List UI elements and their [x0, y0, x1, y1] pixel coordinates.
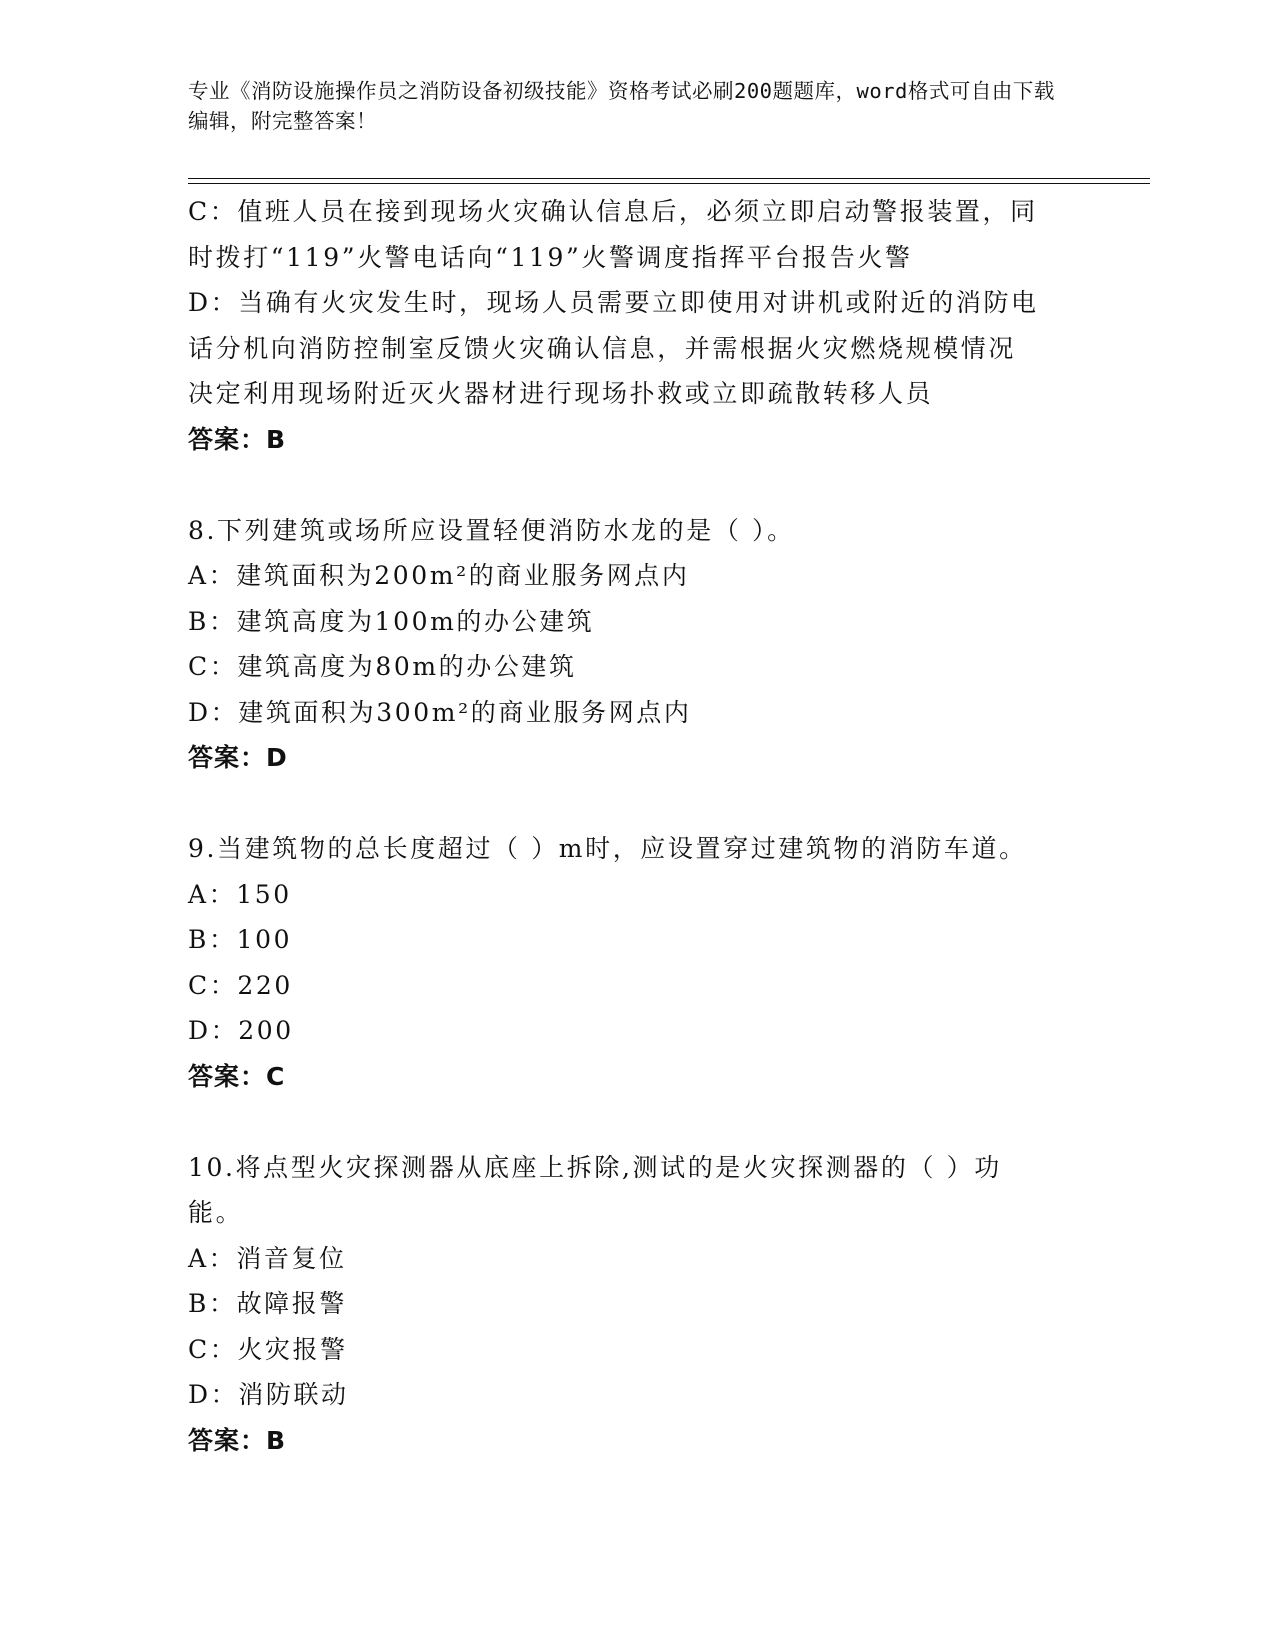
question-spacer	[188, 462, 1088, 508]
question-stem: 9.当建筑物的总长度超过（ ）m时，应设置穿过建筑物的消防车道。	[188, 834, 1027, 863]
question-7-continued	[188, 189, 1088, 462]
question-stem: 8.下列建筑或场所应设置轻便消防水龙的是（ ）。	[188, 515, 795, 545]
option-c: C：220	[188, 970, 293, 1000]
option-b: B：100	[188, 925, 293, 954]
option-d: D：200	[188, 1016, 294, 1045]
question-9	[188, 826, 1088, 1099]
option-c-line: C：值班人员在接到现场火灾确认信息后，必须立即启动警报装置，同	[188, 197, 1038, 226]
question-stem: 能。	[188, 1198, 244, 1227]
answer-label: 答案：D	[188, 743, 288, 772]
question-content	[188, 189, 1088, 1463]
option-d-line: 决定利用现场附近灭火器材进行现场扑救或立即疏散转移人员	[188, 379, 934, 408]
option-c-line: 时拨打“119”火警电话向“119”火警调度指挥平台报告火警	[188, 242, 913, 272]
option-d: D：消防联动	[188, 1380, 349, 1409]
header-divider-top	[188, 178, 1150, 179]
answer-label: 答案：B	[188, 424, 287, 454]
question-spacer	[188, 1099, 1088, 1145]
option-d-line: 话分机向消防控制室反馈火灾确认信息，并需根据火灾燃烧规模情况	[188, 333, 1017, 363]
answer-label: 答案：C	[188, 1061, 286, 1091]
option-b: B：故障报警	[188, 1289, 347, 1318]
option-d: D：建筑面积为300m²的商业服务网点内	[188, 697, 692, 727]
option-d-line: D：当确有火灾发生时，现场人员需要立即使用对讲机或附近的消防电	[188, 288, 1039, 317]
option-c: C：建筑高度为80m的办公建筑	[188, 652, 577, 681]
question-spacer	[188, 781, 1088, 827]
option-c: C：火灾报警	[188, 1334, 348, 1364]
question-8	[188, 508, 1088, 781]
option-a: A：150	[188, 879, 292, 909]
question-stem: 10.将点型火灾探测器从底座上拆除,测试的是火灾探测器的（ ）功	[188, 1152, 1002, 1182]
question-10	[188, 1145, 1088, 1464]
option-a: A：建筑面积为200m²的商业服务网点内	[188, 561, 690, 590]
document-header: 专业《消防设施操作员之消防设备初级技能》资格考试必刷200题题库，word格式可自由下载编辑，附完整答案！	[188, 79, 1055, 133]
option-a: A：消音复位	[188, 1243, 347, 1273]
answer-label: 答案：B	[188, 1425, 287, 1455]
header-divider-bottom	[188, 183, 1150, 184]
option-b: B：建筑高度为100m的办公建筑	[188, 606, 595, 636]
